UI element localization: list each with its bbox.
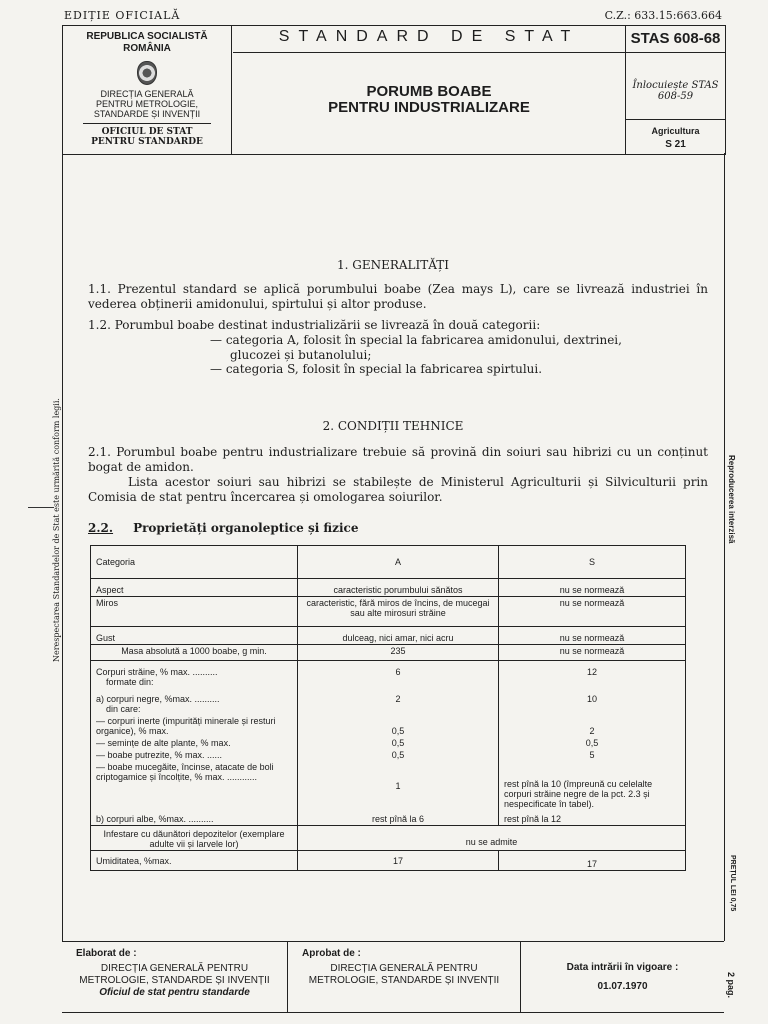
replaces-note: Înlocuiește STAS 608-59 [632,80,719,102]
table-row: — boabe putrezite, % max. ...... 0,5 5 [91,749,686,761]
issuer-column [63,26,232,154]
divider [83,123,211,124]
approved-by: Aprobat de : DIRECȚIA GENERALĂ PENTRU METROLOGIE, STANDARDE ȘI INVENȚII [288,942,521,1012]
divider [626,119,725,120]
divider [626,52,725,53]
title-column [233,26,626,154]
edition-label: EDIȚIE OFICIALĂ [64,9,181,22]
section-2-title: 2. CONDIȚII TEHNICE [322,419,464,433]
table-row: Corpuri străine, % max. .......... formate din: 6 12 [91,661,686,689]
table-row: Umiditatea, %max. 17 17 [91,851,686,871]
office-name: OFICIUL DE STAT PENTRU STANDARDE [91,127,203,147]
udc-code: C.Z.: 633.15:663.664 [604,9,722,22]
document-footer [62,941,724,1013]
effective-date: Data intrării în vigoare : 01.07.1970 [566,962,679,992]
number-column [626,26,725,154]
table-row: b) corpuri albe, %max. .......... rest pînă la 6 rest pînă la 12 [91,810,686,826]
standard-number: STAS 608-68 [630,30,721,47]
elaborated-by: Elaborat de : DIRECȚIA GENERALĂ PENTRU METROLOGIE, STANDARDE ȘI INVENȚII Oficiul de stat pentru standarde [62,942,288,1012]
category-s-line: — categoria S, folosit în special la fabricarea spirtului. [210,362,543,376]
divider [233,52,625,53]
paragraph-1-1: 1.1. Prezentul standard se aplică porumbului boabe (Zea mays L), care se livrează industriei în vederea obținerii amidonului, spirtului și altor produse. [88,282,708,311]
country-name: REPUBLICA SOCIALISTĂ ROMÂNIA [86,31,208,54]
header-cell: Categoria [91,546,298,579]
table-row: Infestare cu dăunători depozitelor (exemplare adulte vii și larvele lor) nu se admite [91,826,686,851]
subsection-2-2: 2.2. Proprietăți organoleptice și fizice [88,521,359,535]
header-cell: S [499,546,686,579]
domain-label: Agricultura [651,126,700,136]
paragraph-1-2: 1.2. Porumbul boabe destinat industrializării se livrează în două categorii: [88,318,541,332]
frame-line-right [724,153,725,941]
table-header-row [91,546,686,579]
table-row: Miros caracteristic, fără miros de încins, de mucegai sau alte mirosuri străine nu se normează [91,597,686,627]
table-row: Gust dulceag, nici amar, nici acru nu se normează [91,627,686,645]
table-row: — boabe mucegăite, încinse, atacate de boli criptogamice și încolțite, % max. ............ 1 rest pînă la 10 (împreună cu celelalte corpuri străine negre de la pct. 2.3 și nespecificate în tabel). [91,761,686,810]
category-a-line-2: glucozei și butanolului; [230,348,372,362]
table-row: — semințe de alte plante, % max. 0,5 0,5 [91,737,686,749]
standard-label: STANDARD DE STAT [278,28,580,45]
document-title: PORUMB BOABE PENTRU INDUSTRIALIZARE [328,83,530,116]
state-emblem-icon [137,61,157,85]
directorate-name: DIRECȚIA GENERALĂ PENTRU METROLOGIE, STANDARDE ȘI INVENȚII [93,89,201,119]
classification-code: S 21 [665,139,686,150]
header-cell: A [298,546,499,579]
margin-mark [28,507,54,508]
properties-table [90,545,686,871]
paragraph-2-1-list: Lista acestor soiuri sau hibrizi se stabilește de Ministerul Agriculturii și Silviculturii prin Comisia de stat pentru încercarea și omologarea soiurilor. [88,475,708,504]
table-row: Aspect caracteristic porumbului sănătos nu se normează [91,579,686,597]
document-header [62,25,726,155]
table-row: — corpuri inerte (impurități minerale și resturi organice), % max. 0,5 2 [91,715,686,737]
table-row: a) corpuri negre, %max. .......... din care: 2 10 [91,688,686,715]
section-1-title: 1. GENERALITĂȚI [336,258,450,272]
paragraph-2-1: 2.1. Porumbul boabe pentru industrializare trebuie să provină din soiuri sau hibrizi cu un conținut bogat de amidon. [88,445,708,474]
table-row: Masa absolută a 1000 boabe, g min. 235 nu se normează [91,645,686,661]
category-a-line-1: — categoria A, folosit în special la fabricarea amidonului, dextrinei, [210,333,622,347]
